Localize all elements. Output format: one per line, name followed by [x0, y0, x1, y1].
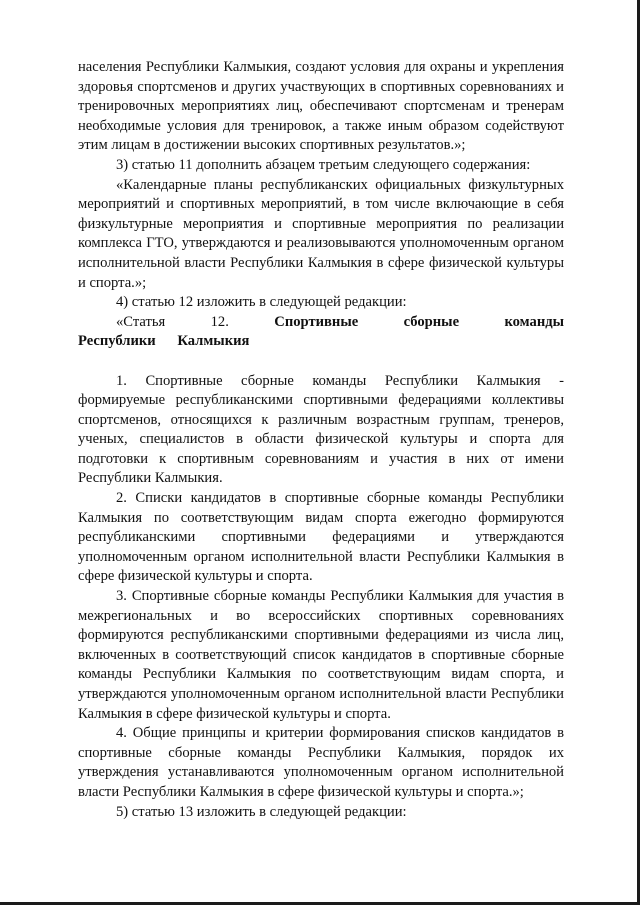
- article-12-clause-3: 3. Спортивные сборные команды Республики Калмыкия для участия в межрегиональных и во всероссийских спортивных соревнованиях формируются республиканскими спортивными федерациями из числа лиц, включенных в соответствующий список кандидатов в спортивные сборные команды Республики Калмыкия по соответствующим видам спорта, и утверждаются уполномоченным органом исполнительной власти Республики Калмыкия в сфере физической культуры и спорта.: [78, 588, 564, 722]
- article-12-clause-1: 1. Спортивные сборные команды Республики Калмыкия - формируемые республиканскими спортивными федерациями коллективы спортсменов, относящихся к различным возрастным группам, тренеров, ученых, специалистов в области физической культуры и спорта для подготовки к спортивным соревнованиям и участия в них от имени Республики Калмыкия.: [78, 372, 564, 487]
- article-12-prefix: «Статья 12.: [116, 313, 229, 330]
- article-12-clause-2: 2. Списки кандидатов в спортивные сборные команды Республики Калмыкия по соответствующим видам спорта ежегодно формируются республиканскими спортивными федерациями и утверждаются уполномоченным органом исполнительной власти Республики Калмыкия в сфере физической культуры и спорта.: [78, 490, 564, 585]
- paragraph-continuation: населения Республики Калмыкия, создают условия для охраны и укрепления здоровья спортсменов и других участвующих в спортивных соревнованиях и тренировочных мероприятиях лиц, обеспечивают спортсменам и тренерам необходимые условия для тренировок, а также иным образом содействуют этим лицам в достижении высоких спортивных результатов.»;: [78, 59, 564, 154]
- paragraph-amendment-3: 3) статью 11 дополнить абзацем третьим следующего содержания:: [116, 156, 531, 173]
- document-body: [78, 58, 564, 822]
- article-12-clause-4: 4. Общие принципы и критерии формирования списков кандидатов в спортивные сборные команды Республики Калмыкия, порядок их утверждения устанавливаются уполномоченным органом исполнительной власти Республики Калмыкия в сфере физической культуры и спорта.»;: [78, 725, 564, 800]
- paragraph-amendment-5: 5) статью 13 изложить в следующей редакции:: [116, 803, 407, 820]
- paragraph-calendar-plans: «Календарные планы республиканских официальных физкультурных мероприятий и спортивных мероприятий, в том числе включающие в себя физкультурные мероприятия и спортивные мероприятия по реализации комплекса ГТО, утверждаются и реализовываются уполномоченным органом исполнительной власти Республики Калмыкия в сфере физической культуры и спорта.»;: [78, 176, 564, 291]
- blank-line: [78, 352, 564, 372]
- article-12-heading: [78, 313, 564, 352]
- paragraph-amendment-4: 4) статью 12 изложить в следующей редакции:: [116, 294, 407, 311]
- article-12-title: Спортивные сборные команды Республики Калмыкия: [78, 313, 565, 350]
